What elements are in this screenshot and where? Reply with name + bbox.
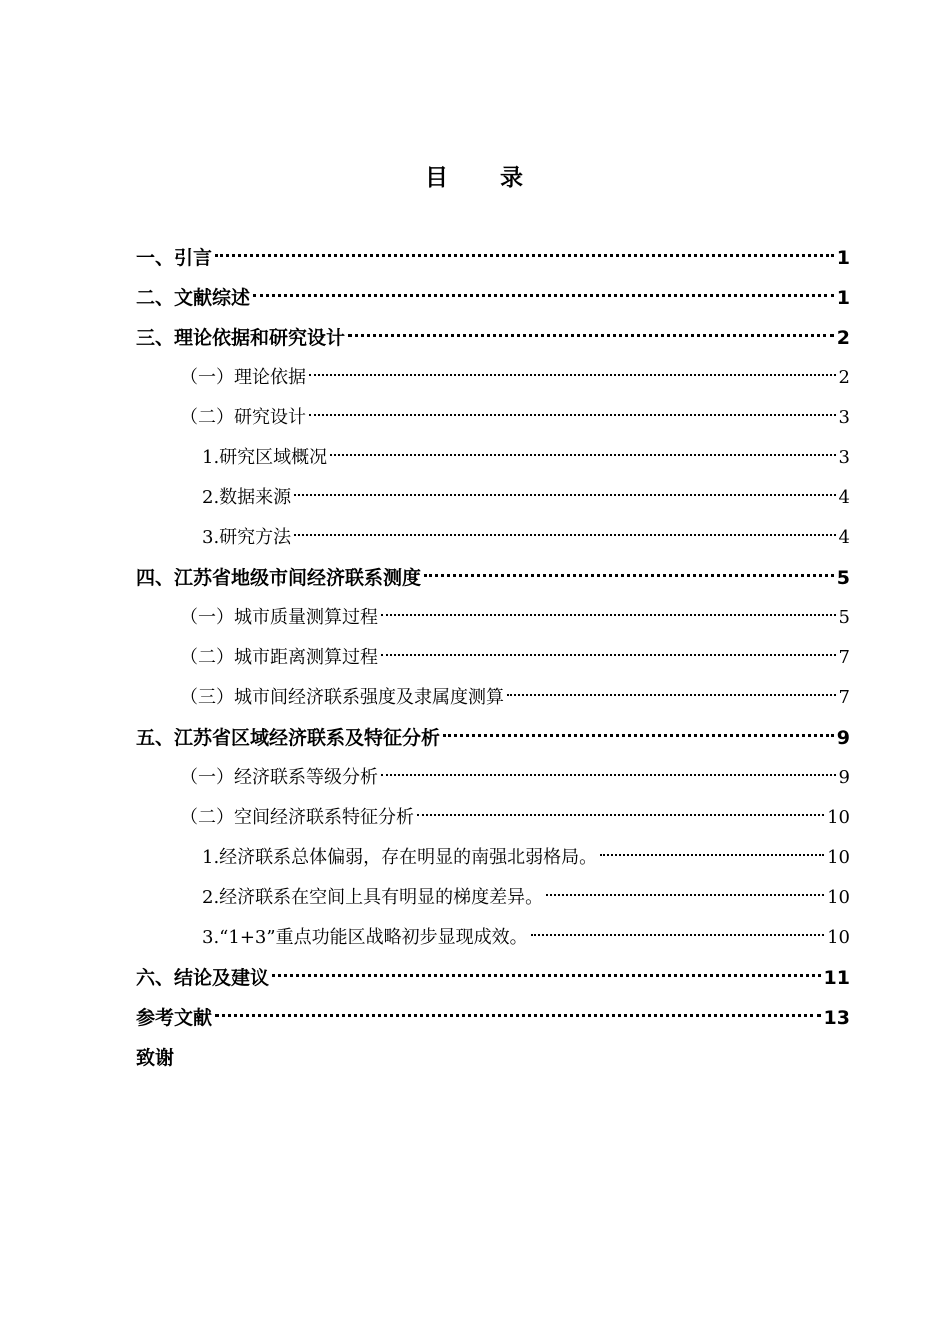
toc-entry-introduction[interactable] (136, 238, 850, 278)
toc-page-number: 7 (838, 647, 850, 668)
toc-page-number: 10 (827, 847, 850, 868)
toc-entry-conclusions[interactable] (136, 958, 850, 998)
toc-entry-key-function-zones[interactable] (136, 918, 850, 958)
toc-page-number: 9 (838, 767, 850, 788)
toc-page-number: 1 (836, 287, 850, 309)
toc-entry-spatial-feature-analysis[interactable] (136, 798, 850, 838)
toc-dot-leader (294, 534, 835, 536)
toc-entry-city-distance-calculation[interactable] (136, 638, 850, 678)
toc-entry-research-design[interactable] (136, 398, 850, 438)
toc-entry-linkage-level-analysis[interactable] (136, 758, 850, 798)
toc-page-number: 1 (836, 247, 850, 269)
toc-page-number: 2 (838, 367, 850, 388)
toc-entry-text: （三）城市间经济联系强度及隶属度测算 (180, 687, 504, 708)
toc-entry-text: 3.“1+3”重点功能区战略初步显现成效。 (202, 927, 528, 948)
toc-entry-regional-linkage-analysis[interactable] (136, 718, 850, 758)
toc-dot-leader (330, 454, 835, 456)
toc-entry-linkage-strength[interactable] (136, 678, 850, 718)
toc-entry-economic-linkage-measurement[interactable] (136, 558, 850, 598)
toc-entry-text: 致谢 (136, 1047, 175, 1069)
toc-page-number: 4 (838, 487, 850, 508)
toc-entry-weak-overall-linkage[interactable] (136, 838, 850, 878)
toc-entry-acknowledgements[interactable] (136, 1038, 850, 1078)
toc-entry-text: （一）经济联系等级分析 (180, 767, 378, 788)
toc-page-number: 7 (838, 687, 850, 708)
toc-dot-leader (546, 894, 824, 896)
toc-entry-text: 一、引言 (136, 247, 213, 269)
toc-entry-study-area[interactable] (136, 438, 850, 478)
toc-page-number: 3 (838, 407, 850, 428)
toc-page-number: 10 (827, 807, 850, 828)
toc-page-number: 9 (836, 727, 850, 749)
toc-dot-leader (381, 654, 836, 656)
toc-page-number: 10 (827, 887, 850, 908)
page-title: 目 录 (425, 165, 525, 191)
toc-page-number: 5 (838, 607, 850, 628)
toc-entry-text: 二、文献综述 (136, 287, 251, 309)
toc-page-number: 10 (827, 927, 850, 948)
toc-entry-text: 2.经济联系在空间上具有明显的梯度差异。 (202, 887, 544, 908)
toc-entry-text: （二）城市距离测算过程 (180, 647, 378, 668)
toc-entry-text: 六、结论及建议 (136, 967, 270, 989)
toc-entry-city-mass-calculation[interactable] (136, 598, 850, 638)
toc-entry-theory-and-design[interactable] (136, 318, 850, 358)
toc-entry-data-sources[interactable] (136, 478, 850, 518)
toc-page-number: 4 (838, 527, 850, 548)
toc-entry-text: （二）研究设计 (180, 407, 306, 428)
toc-dot-leader (348, 334, 834, 337)
toc-dot-leader (443, 734, 834, 737)
toc-dot-leader (417, 814, 824, 816)
toc-dot-leader (309, 414, 836, 416)
toc-dot-leader (381, 614, 836, 616)
toc-dot-leader (215, 254, 834, 257)
toc-entry-references[interactable] (136, 998, 850, 1038)
toc-entry-text: 四、江苏省地级市间经济联系测度 (136, 567, 422, 589)
toc-dot-leader (507, 694, 836, 696)
toc-entry-text: 五、江苏省区域经济联系及特征分析 (136, 727, 441, 749)
toc-dot-leader (381, 774, 836, 776)
toc-page-number: 11 (823, 967, 850, 989)
toc-dot-leader (215, 1014, 821, 1017)
toc-page-number: 2 (836, 327, 850, 349)
toc-dot-leader (600, 854, 824, 856)
toc-dot-leader (294, 494, 835, 496)
table-of-contents (136, 238, 850, 1078)
toc-entry-text: 1.研究区域概况 (202, 447, 328, 468)
toc-entry-text: 三、理论依据和研究设计 (136, 327, 346, 349)
toc-entry-text: 参考文献 (136, 1007, 213, 1029)
toc-entry-text: 1.经济联系总体偏弱，存在明显的南强北弱格局。 (202, 847, 598, 868)
toc-page-number: 5 (836, 567, 850, 589)
toc-entry-text: （一）城市质量测算过程 (180, 607, 378, 628)
toc-entry-literature-review[interactable] (136, 278, 850, 318)
toc-dot-leader (272, 974, 821, 977)
toc-entry-text: 2.数据来源 (202, 487, 292, 508)
toc-entry-spatial-gradient[interactable] (136, 878, 850, 918)
toc-dot-leader (309, 374, 836, 376)
toc-dot-leader (253, 294, 834, 297)
toc-entry-theoretical-basis[interactable] (136, 358, 850, 398)
toc-page-number: 3 (838, 447, 850, 468)
toc-dot-leader (424, 574, 834, 577)
toc-dot-leader (531, 934, 825, 936)
toc-entry-text: （二）空间经济联系特征分析 (180, 807, 414, 828)
toc-entry-research-methods[interactable] (136, 518, 850, 558)
toc-page-number: 13 (823, 1007, 850, 1029)
toc-entry-text: 3.研究方法 (202, 527, 292, 548)
toc-entry-text: （一）理论依据 (180, 367, 306, 388)
